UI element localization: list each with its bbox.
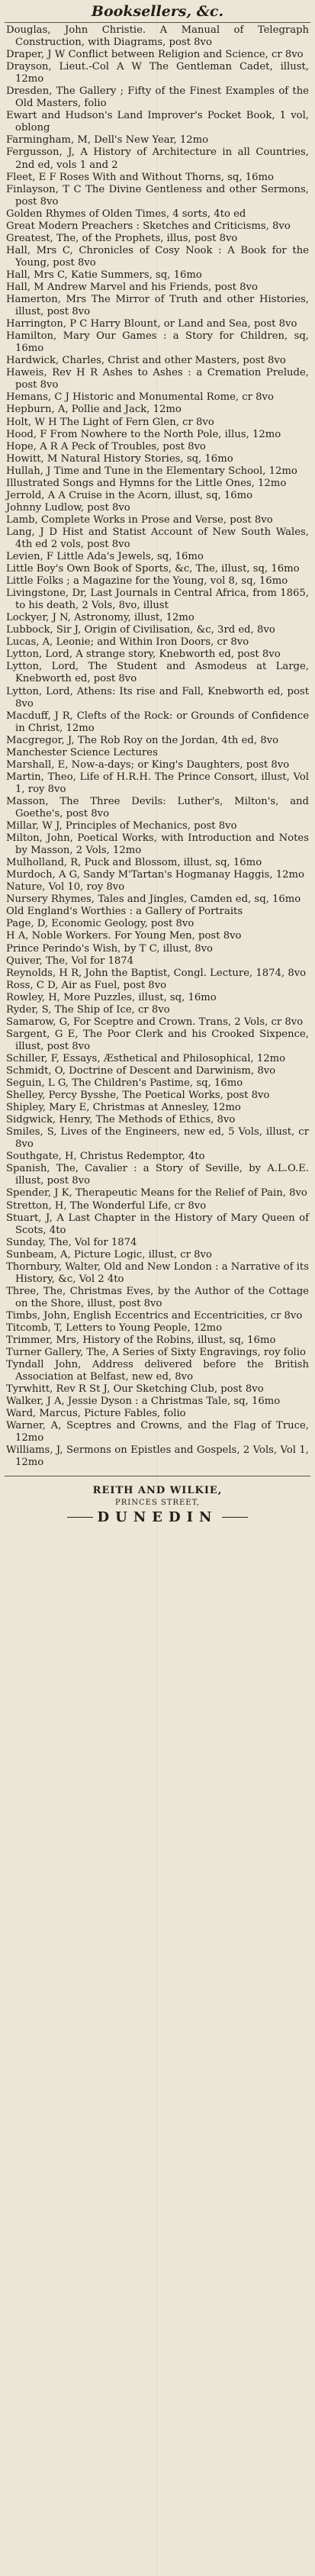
section-heading: Booksellers, &c. xyxy=(91,3,224,20)
book-entry: Sunbeam, A, Picture Logic, illust, cr 8vo xyxy=(6,1248,212,1261)
book-entry: Tyrwhitt, Rev R St J, Our Sketching Club, post 8vo xyxy=(6,1383,264,1396)
book-entry: Southgate, H, Christus Redemptor, 4to xyxy=(6,1151,205,1163)
book-entry: Hall, M Andrew Marvel and his Friends, post 8vo xyxy=(6,281,258,293)
book-entry: Hepburn, A, Pollie and Jack, 12mo xyxy=(6,404,182,416)
book-entry: Harrington, P C Harry Blount, or Land and Sea, post 8vo xyxy=(6,318,297,330)
book-entry: Johnny Ludlow, post 8vo xyxy=(6,501,130,514)
book-entry: Drayson, Lieut.-Col A W The Gentleman Cadet, illust, 12mo xyxy=(6,61,309,85)
book-entry: Prince Perindo's Wish, by T C, illust, 8vo xyxy=(6,942,213,955)
book-entry: Lucas, A, Leonie; and Within Iron Doors, cr 8vo xyxy=(6,636,249,649)
book-entry: Great Modern Preachers : Sketches and Criticisms, 8vo xyxy=(6,220,291,232)
book-entry: Stretton, H, The Wonderful Life, cr 8vo xyxy=(6,1199,207,1212)
book-entry: Seguin, L G, The Children's Pastime, sq, 16mo xyxy=(6,1077,243,1090)
book-entry: Hall, Mrs C, Chronicles of Cosy Nook : A Book for the Young, post 8vo xyxy=(6,244,309,269)
book-entry: Nursery Rhymes, Tales and Jingles, Camden ed, sq, 16mo xyxy=(6,894,301,906)
book-entry: Lockyer, J N, Astronomy, illust, 12mo xyxy=(6,612,194,624)
book-entry: Jerrold, A A Cruise in the Acorn, illust, sq, 16mo xyxy=(6,489,253,501)
book-entry: H A, Noble Workers. For Young Men, post 8vo xyxy=(6,930,242,942)
book-entry: Levien, F Little Ada's Jewels, sq, 16mo xyxy=(6,551,204,563)
book-entry: Turner Gallery, The, A Series of Sixty Engravings, roy folio xyxy=(6,1347,306,1359)
book-entry: Shipley, Mary E, Christmas at Annesley, 12mo xyxy=(6,1102,241,1114)
book-entry: Williams, J, Sermons on Epistles and Gospels, 2 Vols, Vol 1, 12mo xyxy=(6,1444,309,1469)
publisher-street: PRINCES STREET, xyxy=(115,1498,200,1507)
book-entry: Little Boy's Own Book of Sports, &c, The, illust, sq, 16mo xyxy=(6,563,300,575)
book-entry: Hullah, J Time and Tune in the Elementary School, 12mo xyxy=(6,465,297,477)
book-entry: Haweis, Rev H R Ashes to Ashes : a Cremation Prelude, post 8vo xyxy=(6,367,309,391)
book-entry: Spanish, The, Cavalier : a Story of Seville, by A.L.O.E. illust, post 8vo xyxy=(6,1163,309,1187)
book-entry: Douglas, John Christie. A Manual of Telegraph Construction, with Diagrams, post 8vo xyxy=(6,24,309,49)
book-entry: Hamilton, Mary Our Games : a Story for Children, sq, 16mo xyxy=(6,330,309,355)
book-entry: Trimmer, Mrs, History of the Robins, illust, sq, 16mo xyxy=(6,1335,276,1347)
book-entry: Golden Rhymes of Olden Times, 4 sorts, 4to ed xyxy=(6,208,246,220)
book-entry: Schiller, F, Essays, Æsthetical and Philosophical, 12mo xyxy=(6,1052,286,1064)
book-entry: Farmingham, M, Dell's New Year, 12mo xyxy=(6,134,209,147)
book-entry: Lubbock, Sir J, Origin of Civilisation, &c, 3rd ed, 8vo xyxy=(6,624,275,636)
book-entry: Lytton, Lord, The Student and Asmodeus at Large, Knebworth ed, post 8vo xyxy=(6,661,309,685)
book-entry: Murdoch, A G, Sandy M'Tartan's Hogmanay Haggis, 12mo xyxy=(6,869,304,881)
book-entry: Finlayson, T C The Divine Gentleness and other Sermons, post 8vo xyxy=(6,183,309,208)
book-entry: Titcomb, T, Letters to Young People, 12mo xyxy=(6,1322,223,1334)
book-entry: Millar, W J, Principles of Mechanics, post 8vo xyxy=(6,820,237,832)
book-entry: Page, D, Economic Geology, post 8vo xyxy=(6,918,194,930)
book-entry: Lytton, Lord, A strange story, Knebworth ed, post 8vo xyxy=(6,649,281,661)
book-entry: Little Folks ; a Magazine for the Young, vol 8, sq, 16mo xyxy=(6,575,288,588)
book-entry: Timbs, John, English Eccentrics and Eccentricities, cr 8vo xyxy=(6,1309,303,1322)
book-entry: Illustrated Songs and Hymns for the Little Ones, 12mo xyxy=(6,477,287,489)
book-entry: Ewart and Hudson's Land Improver's Pocket Book, 1 vol, oblong xyxy=(6,110,309,134)
book-entry: Hemans, C J Historic and Monumental Rome, cr 8vo xyxy=(6,391,274,404)
book-entry: Walker, J A, Jessie Dyson : a Christmas Tale, sq, 16mo xyxy=(6,1396,281,1408)
book-entry: Tyndall John, Address delivered before the British Association at Belfast, new ed, 8vo xyxy=(6,1359,309,1383)
publisher-name: REITH AND WILKIE, xyxy=(92,1484,223,1496)
book-entry: Dresden, The Gallery ; Fifty of the Finest Examples of the Old Masters, folio xyxy=(6,85,309,110)
book-entry: Shelley, Percy Bysshe, The Poetical Works, post 8vo xyxy=(6,1090,270,1102)
book-entry: Hamerton, Mrs The Mirror of Truth and other Histories, illust, post 8vo xyxy=(6,294,309,318)
book-entry: Hope, A R A Peck of Troubles, post 8vo xyxy=(6,440,206,452)
publisher-city: DUNEDIN xyxy=(0,1509,315,1527)
book-entry: Hall, Mrs C, Katie Summers, sq, 16mo xyxy=(6,269,202,281)
book-entry: Lamb, Complete Works in Prose and Verse, post 8vo xyxy=(6,514,273,526)
book-entry: Masson, The Three Devils: Luther's, Milton's, and Goethe's, post 8vo xyxy=(6,795,309,819)
book-entry: Livingstone, Dr, Last Journals in Central Africa, from 1865, to his death, 2 Vols, 8vo, illust xyxy=(6,588,309,612)
paper-fold-line xyxy=(156,0,157,2576)
book-entry: Sargent, G E, The Poor Clerk and his Crooked Sixpence, illust, post 8vo xyxy=(6,1028,309,1052)
book-entry: Three, The, Christmas Eves, by the Author of the Cottage on the Shore, illust, post 8vo xyxy=(6,1285,309,1309)
book-entry: Spender, J K, Therapeutic Means for the Relief of Pain, 8vo xyxy=(6,1187,307,1199)
book-entry: Milton, John, Poetical Works, with Introduction and Notes by Masson, 2 Vols, 12mo xyxy=(6,832,309,857)
book-entry: Ross, C D, Air as Fuel, post 8vo xyxy=(6,979,167,991)
book-entry: Fleet, E F Roses With and Without Thorns, sq, 16mo xyxy=(6,171,274,183)
publisher-imprint xyxy=(0,1484,315,1527)
book-entry: Nature, Vol 10, roy 8vo xyxy=(6,881,125,894)
book-entry: Schmidt, O, Doctrine of Descent and Darwinism, 8vo xyxy=(6,1064,276,1077)
book-entry: Hood, F From Nowhere to the North Pole, illus, 12mo xyxy=(6,428,281,440)
book-list xyxy=(0,23,315,1470)
book-entry: Ward, Marcus, Picture Fables, folio xyxy=(6,1408,186,1420)
book-entry: Samarow, G, For Sceptre and Crown. Trans, 2 Vols, cr 8vo xyxy=(6,1016,304,1028)
book-entry: Greatest, The, of the Prophets, illus, post 8vo xyxy=(6,232,238,244)
book-entry: Stuart, J, A Last Chapter in the History of Mary Queen of Scots, 4to xyxy=(6,1212,309,1236)
book-entry: Smiles, S, Lives of the Engineers, new ed, 5 Vols, illust, cr 8vo xyxy=(6,1126,309,1151)
book-entry: Macduff, J R, Clefts of the Rock: or Grounds of Confidence in Christ, 12mo xyxy=(6,710,309,734)
book-entry: Sunday, The, Vol for 1874 xyxy=(6,1236,137,1248)
book-entry: Howitt, M Natural History Stories, sq, 16mo xyxy=(6,452,233,465)
book-entry: Fergusson, J, A History of Architecture in all Countries, 2nd ed, vols 1 and 2 xyxy=(6,147,309,171)
book-entry: Old England's Worthies : a Gallery of Portraits xyxy=(6,906,243,918)
book-entry: Hardwick, Charles, Christ and other Masters, post 8vo xyxy=(6,355,286,367)
book-entry: Warner, A, Sceptres and Crowns, and the Flag of Truce, 12mo xyxy=(6,1420,309,1444)
book-entry: Marshall, E, Now-a-days; or King's Daughters, post 8vo xyxy=(6,758,290,771)
book-entry: Macgregor, J, The Rob Roy on the Jordan, 4th ed, 8vo xyxy=(6,734,279,746)
book-entry: Thornbury, Walter, Old and New London : a Narrative of its History, &c, Vol 2 4to xyxy=(6,1261,309,1285)
book-entry: Lang, J D Hist and Statist Account of New South Wales, 4th ed 2 vols, post 8vo xyxy=(6,526,309,550)
book-entry: Ryder, S, The Ship of Ice, cr 8vo xyxy=(6,1003,170,1016)
book-entry: Martin, Theo, Life of H.R.H. The Prince Consort, illust, Vol 1, roy 8vo xyxy=(6,771,309,795)
book-entry: Reynolds, H R, John the Baptist, Congl. Lecture, 1874, 8vo xyxy=(6,967,307,979)
book-entry: Sidgwick, Henry, The Methods of Ethics, 8vo xyxy=(6,1114,236,1126)
book-entry: Quiver, The, Vol for 1874 xyxy=(6,955,134,967)
book-entry: Holt, W H The Light of Fern Glen, cr 8vo xyxy=(6,416,214,428)
book-entry: Manchester Science Lectures xyxy=(6,746,158,758)
book-entry: Draper, J W Conflict between Religion and Science, cr 8vo xyxy=(6,49,304,61)
book-entry: Rowley, H, More Puzzles, illust, sq, 16mo xyxy=(6,991,217,1003)
book-entry: Mulholland, R, Puck and Blossom, illust, sq, 16mo xyxy=(6,857,262,869)
book-entry: Lytton, Lord, Athens: Its rise and Fall, Knebworth ed, post 8vo xyxy=(6,685,309,710)
